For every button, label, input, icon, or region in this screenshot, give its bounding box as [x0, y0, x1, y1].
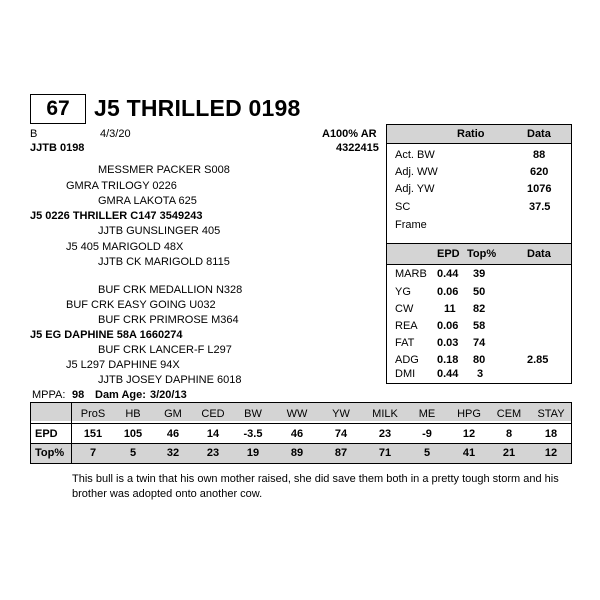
epd-value: -9: [422, 428, 432, 440]
carcass-top: 58: [473, 320, 486, 332]
carcass-top: 39: [473, 268, 486, 280]
epd-value: -3.5: [243, 428, 263, 440]
carcass-epd: 0.18: [437, 354, 459, 366]
epd-column-header: YW: [332, 408, 350, 420]
sex-code: B: [30, 128, 38, 140]
carcass-epd: 0.44: [437, 368, 459, 380]
epd-column-header: GM: [164, 408, 182, 420]
epd-column-header: MILK: [372, 408, 398, 420]
carcass-epd: 11: [444, 303, 456, 315]
top-percent-value: 87: [334, 447, 348, 459]
measure-label: Frame: [395, 219, 427, 231]
carcass-epd-header: EPD: [437, 248, 460, 260]
pedigree-sire-sire-sire: MESSMER PACKER S008: [98, 164, 230, 176]
measure-data: 88: [533, 149, 546, 161]
remarks-text: This bull is a twin that his own mother raised, she did save them both in a pretty tough storm and his brother was adopted onto another cow.: [72, 473, 559, 500]
measure-label: Act. BW: [395, 149, 435, 161]
epd-value: 14: [206, 428, 220, 440]
pedigree-sire-sire: GMRA TRILOGY 0226: [66, 180, 177, 192]
pedigree-dam: J5 EG DAPHINE 58A 1660274: [30, 329, 183, 341]
measure-label: Adj. WW: [395, 166, 438, 178]
epd-value: 18: [544, 428, 558, 440]
pedigree-dam-sire: BUF CRK EASY GOING U032: [66, 299, 216, 311]
lot-number: 67: [30, 94, 86, 124]
top-percent-value: 23: [206, 447, 220, 459]
carcass-epd: 0.44: [437, 268, 459, 280]
measures-data-header: Data: [527, 128, 551, 140]
birth-date: 4/3/20: [100, 128, 131, 140]
top-percent-value: 21: [502, 447, 516, 459]
dam-age-value: 3/20/13: [150, 389, 187, 401]
pedigree-sire-dam-sire: JJTB GUNSLINGER 405: [98, 225, 221, 237]
epd-column-header: BW: [244, 408, 262, 420]
measure-data: 1076: [527, 183, 552, 195]
carcass-top: 3: [477, 368, 484, 380]
epd-column-header: ME: [418, 408, 436, 420]
epd-column-header: ProS: [80, 408, 106, 420]
epd-column-header: HPG: [457, 408, 481, 420]
epd-value: 151: [83, 428, 103, 440]
epd-table-divider: [31, 443, 571, 444]
top-percent-value: 19: [246, 447, 260, 459]
top-percent-value: 71: [378, 447, 392, 459]
measure-label: SC: [395, 201, 411, 213]
epd-table-divider: [71, 403, 72, 463]
epd-value: 12: [462, 428, 476, 440]
dam-age-label: Dam Age:: [95, 389, 146, 401]
epd-value: 23: [378, 428, 392, 440]
epd-column-header: WW: [286, 408, 308, 420]
epd-column-header: CEM: [496, 408, 522, 420]
epd-column-header: STAY: [537, 408, 565, 420]
carcass-label: YG: [395, 286, 411, 298]
top-row-label: Top%: [35, 447, 65, 459]
pedigree-dam-dam-dam: JJTB JOSEY DAPHINE 6018: [98, 374, 242, 386]
epd-value: 8: [505, 428, 513, 440]
epd-column-header: HB: [125, 408, 141, 420]
pedigree-dam-dam: J5 L297 DAPHINE 94X: [66, 359, 180, 371]
pedigree-dam-dam-sire: BUF CRK LANCER-F L297: [98, 344, 232, 356]
measure-data: 37.5: [529, 201, 551, 213]
top-percent-value: 5: [423, 447, 431, 459]
carcass-label: REA: [395, 320, 418, 332]
carcass-top-header: Top%: [467, 248, 497, 260]
pedigree-sire-dam-dam: JJTB CK MARIGOLD 8115: [98, 256, 230, 268]
epd-value: 74: [334, 428, 348, 440]
top-percent-value: 41: [462, 447, 476, 459]
epd-column-header: CED: [201, 408, 225, 420]
registration-number: 4322415: [336, 142, 379, 154]
breed-percent: A100% AR: [322, 128, 377, 140]
pedigree-sire: J5 0226 THRILLER C147 3549243: [30, 210, 203, 222]
carcass-epd: 0.06: [437, 320, 459, 332]
carcass-label: FAT: [395, 337, 415, 349]
carcass-top: 80: [473, 354, 486, 366]
carcass-epd: 0.03: [437, 337, 459, 349]
epd-value: 46: [290, 428, 304, 440]
mppa-value: 98: [72, 389, 85, 401]
animal-name: J5 THRILLED 0198: [94, 95, 301, 121]
carcass-label: CW: [395, 303, 414, 315]
carcass-label: DMI: [395, 368, 416, 380]
epd-value: 105: [123, 428, 143, 440]
epd-row-label: EPD: [35, 428, 58, 440]
epd-value: 46: [166, 428, 180, 440]
measure-label: Adj. YW: [395, 183, 435, 195]
carcass-data-header: Data: [527, 248, 551, 260]
top-percent-value: 5: [129, 447, 137, 459]
carcass-label: MARB: [395, 268, 427, 280]
carcass-top: 74: [473, 337, 486, 349]
pedigree-dam-sire-sire: BUF CRK MEDALLION N328: [98, 284, 243, 296]
pedigree-dam-sire-dam: BUF CRK PRIMROSE M364: [98, 314, 239, 326]
mppa-label: MPPA:: [32, 389, 66, 401]
top-percent-value: 7: [89, 447, 97, 459]
tattoo: JJTB 0198: [30, 142, 85, 154]
carcass-top: 82: [473, 303, 486, 315]
measure-data: 620: [530, 166, 549, 178]
pedigree-sire-dam: J5 405 MARIGOLD 48X: [66, 241, 184, 253]
epd-table-divider: [31, 423, 571, 424]
pedigree-sire-sire-dam: GMRA LAKOTA 625: [98, 195, 197, 207]
carcass-top: 50: [473, 286, 486, 298]
top-percent-value: 32: [166, 447, 180, 459]
epd-table: [30, 402, 572, 464]
carcass-epd: 0.06: [437, 286, 459, 298]
top-percent-value: 12: [544, 447, 558, 459]
top-percent-value: 89: [290, 447, 304, 459]
performance-panel: [386, 124, 572, 384]
carcass-data: 2.85: [527, 354, 549, 366]
carcass-label: ADG: [395, 354, 419, 366]
ratio-header: Ratio: [457, 128, 485, 140]
